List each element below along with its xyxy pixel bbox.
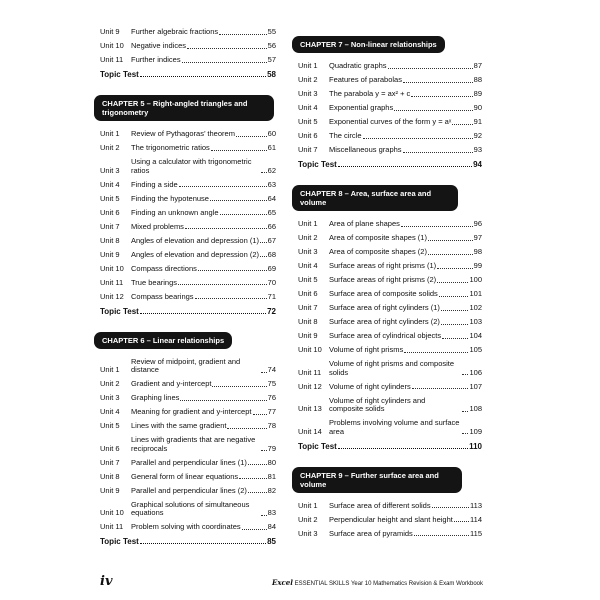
page-number: 69 <box>267 263 276 273</box>
book-title: ESSENTIAL SKILLS Year 10 Mathematics Revision & Exam Workbook <box>294 581 483 587</box>
chapter-6-heading: CHAPTER 6 – Linear relationships <box>94 332 232 349</box>
toc-entry <box>100 28 276 37</box>
toc-entry <box>100 459 276 468</box>
page-number: 71 <box>267 291 276 301</box>
page-number: 109 <box>469 426 482 436</box>
page-number: 83 <box>267 508 276 517</box>
topic-test-label: Topic Test <box>298 441 337 451</box>
toc-entry <box>100 279 276 288</box>
dot-leader <box>182 62 267 63</box>
unit-label: Unit 1 <box>298 219 318 228</box>
unit-title: Surface areas of right prisms (1) <box>329 261 437 270</box>
unit-label: Unit 8 <box>298 317 318 326</box>
page-number: 114 <box>470 514 482 524</box>
dot-leader <box>178 284 267 285</box>
unit-label: Unit 4 <box>298 103 318 112</box>
unit-title: Perpendicular height and slant height <box>329 514 453 524</box>
dot-leader <box>414 535 469 536</box>
unit-label: Unit 5 <box>298 275 318 284</box>
page-number: 100 <box>469 275 482 284</box>
page-number: 76 <box>267 393 276 402</box>
unit-title: Compass bearings <box>131 291 194 301</box>
toc-entry <box>298 276 482 285</box>
topic-test-page: 94 <box>473 160 482 169</box>
toc-entry <box>100 501 276 518</box>
unit-label: Unit 2 <box>298 75 318 84</box>
unit-title: Graphical solutions of simultaneous equations <box>131 499 250 517</box>
unit-label: Unit 8 <box>100 471 120 481</box>
page-number: 67 <box>267 235 276 245</box>
unit-title: Problem solving with coordinates <box>131 522 241 531</box>
page-number: 80 <box>267 457 276 467</box>
dot-leader <box>437 268 473 269</box>
unit-label: Unit 3 <box>100 165 120 175</box>
toc-entry <box>298 76 482 85</box>
unit-label: Unit 3 <box>298 89 318 98</box>
unit-title: Parallel and perpendicular lines (2) <box>131 485 247 495</box>
toc-entry <box>100 436 276 453</box>
page-number: 99 <box>473 261 482 270</box>
unit-label: Unit 10 <box>100 263 124 273</box>
dot-leader <box>261 515 267 516</box>
unit-title: Angles of elevation and depression (2) <box>131 249 259 259</box>
page-number: 101 <box>469 289 482 298</box>
unit-label: Unit 2 <box>100 143 120 152</box>
page-number: 96 <box>473 219 482 228</box>
unit-title: Surface area of different solids <box>329 500 431 510</box>
toc-entry <box>100 380 276 389</box>
unit-label: Unit 11 <box>100 277 124 287</box>
unit-title: Area of plane shapes <box>329 219 400 228</box>
unit-label: Unit 6 <box>100 443 120 453</box>
unit-title: Mixed problems <box>131 221 184 231</box>
dot-leader <box>411 96 472 97</box>
dot-leader <box>441 324 469 325</box>
unit-title: Further algebraic fractions <box>131 27 219 36</box>
chapter-9-heading: CHAPTER 9 – Further surface area and volume <box>292 467 462 493</box>
dot-leader <box>403 152 473 153</box>
unit-label: Unit 5 <box>100 421 120 430</box>
toc-entry <box>298 383 482 392</box>
dot-leader <box>454 521 469 522</box>
page-number: 56 <box>267 41 276 50</box>
toc-entry <box>100 195 276 204</box>
dot-leader <box>227 428 266 429</box>
page-number: 108 <box>469 404 482 413</box>
unit-title: Surface area of pyramids <box>329 528 413 538</box>
unit-label: Unit 9 <box>100 249 120 259</box>
unit-title: Surface area of composite solids <box>329 289 438 298</box>
dot-leader <box>452 124 472 125</box>
dot-leader <box>439 296 469 297</box>
dot-leader <box>248 492 267 493</box>
toc-entry <box>298 146 482 155</box>
toc-entry <box>100 358 276 375</box>
page-number: 63 <box>267 179 276 189</box>
unit-title: Lines with the same gradient <box>131 421 227 430</box>
toc-entry <box>100 144 276 153</box>
unit-label: Unit 3 <box>298 528 318 538</box>
dot-leader <box>432 507 469 508</box>
page-number: 64 <box>267 193 276 203</box>
unit-title: Area of composite shapes (2) <box>329 247 427 256</box>
dot-leader <box>211 150 267 151</box>
toc-entry <box>298 318 482 327</box>
toc-entry <box>100 56 276 65</box>
unit-title: Finding the hypotenuse <box>131 193 209 203</box>
page-number: 115 <box>470 528 482 538</box>
chapter-7-heading: CHAPTER 7 – Non-linear relationships <box>292 36 445 53</box>
page-number: 88 <box>473 75 482 84</box>
page-number: 70 <box>267 277 276 287</box>
unit-title: Exponential graphs <box>329 103 394 112</box>
page-number: 91 <box>473 117 482 126</box>
dot-leader <box>198 270 267 271</box>
unit-label: Unit 9 <box>100 485 120 495</box>
toc-entry <box>298 332 482 341</box>
unit-title: The trigonometric ratios <box>131 143 210 152</box>
unit-title: Finding a side <box>131 179 178 189</box>
toc-entry <box>298 530 482 539</box>
dot-leader <box>187 48 267 49</box>
dot-leader <box>260 256 267 257</box>
unit-label: Unit 4 <box>298 261 318 270</box>
unit-title: Miscellaneous graphs <box>329 145 402 154</box>
unit-title: Surface area of right cylinders (1) <box>329 303 440 312</box>
dot-leader <box>403 82 473 83</box>
unit-label: Unit 7 <box>298 145 318 154</box>
dot-leader <box>180 400 266 401</box>
dot-leader <box>140 76 266 77</box>
toc-entry <box>100 251 276 260</box>
unit-title: Quadratic graphs <box>329 61 387 70</box>
page-number: 113 <box>470 500 482 510</box>
unit-label: Unit 10 <box>100 508 124 517</box>
page-number: 84 <box>267 522 276 531</box>
dot-leader <box>428 240 473 241</box>
unit-title: Further indices <box>131 55 181 64</box>
page-number: 92 <box>473 131 482 140</box>
unit-label: Unit 12 <box>298 381 322 391</box>
page-number: 57 <box>267 55 276 64</box>
page-number: 66 <box>267 221 276 231</box>
toc-entry <box>100 42 276 51</box>
chapter-8-heading: CHAPTER 8 – Area, surface area and volume <box>292 185 458 211</box>
dot-leader <box>394 110 472 111</box>
page-number: 98 <box>473 247 482 256</box>
toc-entry <box>298 90 482 99</box>
toc-entry <box>298 262 482 271</box>
unit-title: Volume of right prisms <box>329 345 404 354</box>
unit-title: Using a calculator with trigonometric ratios <box>131 157 252 175</box>
toc-entry <box>100 158 276 175</box>
page-number: 68 <box>267 249 276 259</box>
page-number: 79 <box>267 443 276 453</box>
dot-leader <box>404 352 468 353</box>
unit-title: Finding an unknown angle <box>131 207 219 217</box>
dot-leader <box>338 166 472 167</box>
dot-leader <box>242 529 267 530</box>
toc-entry <box>298 360 482 377</box>
unit-label: Unit 13 <box>298 404 322 413</box>
dot-leader <box>260 242 267 243</box>
toc-entry <box>100 209 276 218</box>
page-number: 77 <box>267 407 276 416</box>
page-number: 93 <box>473 145 482 154</box>
toc-entry <box>100 223 276 232</box>
unit-label: Unit 9 <box>298 331 318 340</box>
unit-label: Unit 6 <box>298 131 318 140</box>
dot-leader <box>195 298 267 299</box>
topic-test-label: Topic Test <box>100 70 139 79</box>
toc-entry <box>100 422 276 431</box>
page-number: 82 <box>267 485 276 495</box>
page-number: 90 <box>473 103 482 112</box>
dot-leader <box>401 226 473 227</box>
toc-entry <box>298 104 482 113</box>
dot-leader <box>261 172 267 173</box>
unit-title: Lines with gradients that are negative reciprocals <box>131 435 256 453</box>
dot-leader <box>363 138 473 139</box>
toc-entry <box>298 346 482 355</box>
toc-entry <box>100 181 276 190</box>
page-number: 61 <box>267 143 276 152</box>
unit-label: Unit 11 <box>100 55 124 64</box>
topic-test-row <box>100 307 276 316</box>
book-footer <box>272 578 483 587</box>
toc-entry <box>100 265 276 274</box>
toc-entry <box>100 130 276 139</box>
unit-title: Exponential curves of the form y = aˣ <box>329 117 452 126</box>
unit-title: Features of parabolas <box>329 75 402 84</box>
unit-label: Unit 6 <box>298 289 318 298</box>
page-number: 89 <box>473 89 482 98</box>
unit-label: Unit 14 <box>298 426 322 436</box>
dot-leader <box>412 388 469 389</box>
unit-label: Unit 1 <box>100 129 120 138</box>
page-number: 106 <box>469 367 482 377</box>
toc-entry <box>100 237 276 246</box>
dot-leader <box>441 310 469 311</box>
topic-test-label: Topic Test <box>298 160 337 169</box>
dot-leader <box>462 411 468 412</box>
page-number: 75 <box>267 379 276 388</box>
toc-entry <box>298 118 482 127</box>
unit-label: Unit 7 <box>100 457 120 467</box>
topic-test-label: Topic Test <box>100 537 139 546</box>
unit-label: Unit 11 <box>100 522 124 531</box>
publisher-brand: Excel <box>272 578 293 587</box>
toc-entry <box>100 473 276 482</box>
topic-test-page: 110 <box>469 441 482 451</box>
unit-label: Unit 2 <box>100 379 120 388</box>
unit-label: Unit 4 <box>100 179 120 189</box>
unit-title: Volume of right cylinders and composite solids <box>329 395 426 413</box>
unit-label: Unit 1 <box>298 61 318 70</box>
page-number: 107 <box>469 381 482 391</box>
topic-test-row <box>298 442 482 451</box>
unit-label: Unit 12 <box>100 291 124 301</box>
dot-leader <box>261 450 267 451</box>
toc-entry <box>100 487 276 496</box>
toc-entry <box>298 132 482 141</box>
unit-label: Unit 2 <box>298 514 318 524</box>
unit-label: Unit 10 <box>298 345 322 354</box>
dot-leader <box>185 228 267 229</box>
toc-entry <box>100 523 276 532</box>
toc-entry <box>100 394 276 403</box>
toc-entry <box>298 62 482 71</box>
topic-test-label: Topic Test <box>100 306 139 316</box>
unit-title: Negative indices <box>131 41 187 50</box>
topic-test-page: 58 <box>267 70 276 79</box>
unit-label: Unit 1 <box>100 365 120 374</box>
unit-title: Surface area of cylindrical objects <box>329 331 442 340</box>
page-number: 65 <box>267 207 276 217</box>
unit-title: Gradient and y-intercept <box>131 379 212 388</box>
topic-test-row <box>100 537 276 546</box>
unit-label: Unit 6 <box>100 207 120 217</box>
page-number: 81 <box>267 471 276 481</box>
unit-title: Angles of elevation and depression (1) <box>131 235 259 245</box>
page-number: 97 <box>473 233 482 242</box>
unit-title: Surface areas of right prisms (2) <box>329 275 437 284</box>
dot-leader <box>253 414 267 415</box>
dot-leader <box>338 448 468 449</box>
unit-label: Unit 2 <box>298 233 318 242</box>
toc-entry <box>100 408 276 417</box>
toc-entry <box>100 293 276 302</box>
page-number: 104 <box>469 331 482 340</box>
dot-leader <box>428 254 473 255</box>
toc-entry <box>298 419 482 436</box>
toc-entry <box>298 502 482 511</box>
unit-label: Unit 10 <box>100 41 124 50</box>
dot-leader <box>442 338 468 339</box>
dot-leader <box>239 478 267 479</box>
unit-label: Unit 7 <box>100 221 120 231</box>
toc-entry <box>298 234 482 243</box>
page-number: 87 <box>473 61 482 70</box>
dot-leader <box>236 136 267 137</box>
page-number: 105 <box>469 345 482 354</box>
dot-leader <box>248 464 267 465</box>
unit-label: Unit 5 <box>298 117 318 126</box>
topic-test-row <box>298 160 482 169</box>
page-number: 78 <box>267 421 276 430</box>
dot-leader <box>462 433 468 434</box>
topic-test-page: 72 <box>267 306 276 316</box>
unit-title: Meaning for gradient and y-intercept <box>131 407 252 416</box>
page-number: 55 <box>267 27 276 36</box>
unit-label: Unit 3 <box>100 393 120 402</box>
unit-label: Unit 11 <box>298 367 322 377</box>
unit-title: The circle <box>329 131 362 140</box>
page-number: 103 <box>469 317 482 326</box>
right-column <box>298 34 482 544</box>
dot-leader <box>437 282 468 283</box>
chapter-5-heading: CHAPTER 5 – Right-angled triangles and trigonometry <box>94 95 274 121</box>
topic-test-row <box>100 70 276 79</box>
unit-title: Review of Pythagoras’ theorem <box>131 129 235 138</box>
toc-entry <box>298 248 482 257</box>
unit-label: Unit 5 <box>100 193 120 203</box>
unit-title: Volume of right cylinders <box>329 381 411 391</box>
dot-leader <box>212 386 266 387</box>
unit-label: Unit 1 <box>298 500 318 510</box>
dot-leader <box>140 543 266 544</box>
dot-leader <box>462 374 468 375</box>
topic-test-page: 85 <box>267 537 276 546</box>
unit-title: Graphing lines <box>131 393 180 402</box>
unit-title: General form of linear equations <box>131 471 239 481</box>
dot-leader <box>261 372 267 373</box>
unit-title: True bearings <box>131 277 177 287</box>
toc-entry <box>298 397 482 414</box>
page-number: 102 <box>469 303 482 312</box>
dot-leader <box>220 214 267 215</box>
unit-label: Unit 7 <box>298 303 318 312</box>
dot-leader <box>210 200 267 201</box>
unit-title: Surface area of right cylinders (2) <box>329 317 440 326</box>
page-number: 62 <box>267 165 276 175</box>
toc-entry <box>298 220 482 229</box>
unit-title: Parallel and perpendicular lines (1) <box>131 457 247 467</box>
unit-title: Problems involving volume and surface area <box>329 418 460 436</box>
toc-entry <box>298 290 482 299</box>
dot-leader <box>388 68 473 69</box>
page-number: 60 <box>267 129 276 138</box>
unit-title: The parabola y = ax² + c <box>329 89 411 98</box>
dot-leader <box>140 313 266 314</box>
page-number: 74 <box>267 365 276 374</box>
dot-leader <box>219 34 267 35</box>
unit-label: Unit 4 <box>100 407 120 416</box>
left-column <box>100 28 276 552</box>
page-number: iv <box>100 574 113 589</box>
unit-title: Volume of right prisms and composite solids <box>329 359 455 377</box>
unit-label: Unit 8 <box>100 235 120 245</box>
unit-title: Area of composite shapes (1) <box>329 233 427 242</box>
unit-title: Review of midpoint, gradient and distance <box>131 356 241 374</box>
dot-leader <box>179 186 267 187</box>
toc-entry <box>298 304 482 313</box>
unit-label: Unit 9 <box>100 27 120 36</box>
unit-title: Compass directions <box>131 263 197 273</box>
toc-entry <box>298 516 482 525</box>
unit-label: Unit 3 <box>298 247 318 256</box>
